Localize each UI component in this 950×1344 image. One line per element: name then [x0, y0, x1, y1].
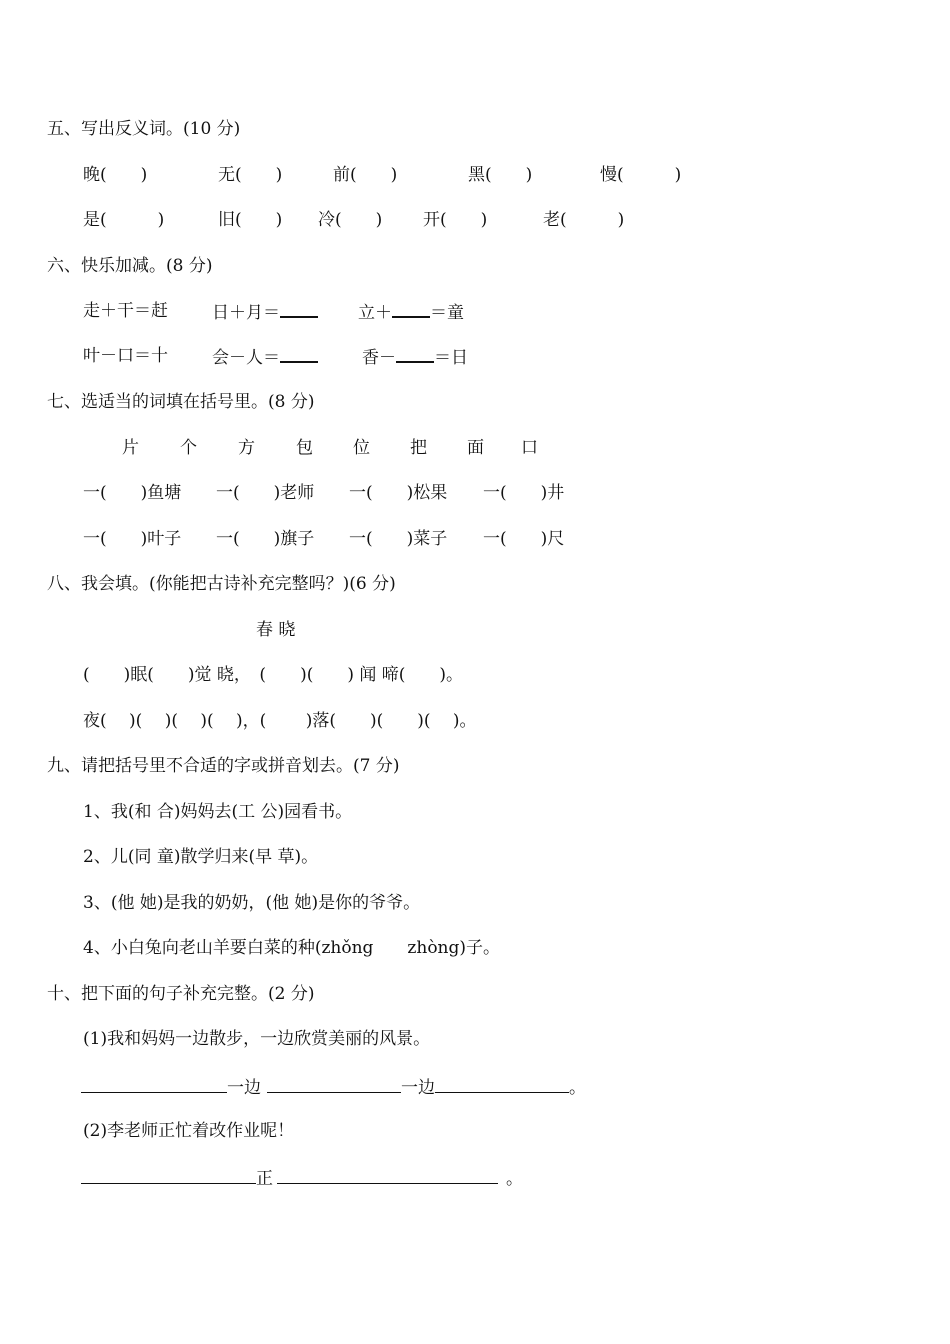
measure-item: 一( )鱼塘 [83, 483, 182, 503]
word-choice: 个 [180, 438, 197, 458]
section5-heading: 五、写出反义词。(10 分) [47, 119, 241, 139]
poem-line: 夜( )( )( )( )，( )落( )( )( )。 [83, 711, 477, 731]
antonym-item: 前( ) [333, 165, 398, 185]
section9-heading: 九、请把括号里不合适的字或拼音划去。(7 分) [47, 756, 400, 776]
measure-item: 一( )菜子 [349, 529, 448, 549]
word-choice: 把 [410, 438, 427, 458]
fill-sentence: 一边 一边 。 [81, 1074, 586, 1099]
question-item: 2、儿(同 童)散学归来(早 草)。 [83, 847, 319, 867]
antonym-item: 旧( ) [218, 210, 283, 230]
antonym-item: 开( ) [423, 210, 488, 230]
section7-heading: 七、选适当的词填在括号里。(8 分) [47, 392, 315, 412]
poem-title: 春 晓 [256, 620, 296, 640]
word-choice: 位 [353, 438, 370, 458]
example-sentence: (2)李老师正忙着改作业呢！ [83, 1121, 295, 1141]
antonym-item: 冷( ) [318, 210, 383, 230]
measure-item: 一( )尺 [483, 529, 565, 549]
measure-item: 一( )叶子 [83, 529, 182, 549]
word-choice: 片 [122, 438, 139, 458]
poem-line: ( )眠( )觉 晓， ( )( ) 闻 啼( )。 [83, 665, 464, 685]
math-item: 日＋月＝ [212, 300, 318, 324]
word-choice: 面 [467, 438, 484, 458]
fill-sentence: 正 。 [81, 1165, 523, 1190]
section6-heading: 六、快乐加减。(8 分) [47, 256, 213, 276]
antonym-item: 是( ) [83, 210, 165, 230]
antonym-item: 晚( ) [83, 165, 148, 185]
math-item: 叶－口＝十 [83, 346, 168, 366]
math-item: 立＋ ＝童 [358, 300, 464, 324]
measure-item: 一( )旗子 [216, 529, 315, 549]
antonym-item: 黑( ) [468, 165, 533, 185]
math-item: 香－ ＝日 [362, 345, 468, 369]
word-choice: 口 [521, 438, 538, 458]
section8-heading: 八、我会填。(你能把古诗补充完整吗？)(6 分) [47, 574, 396, 594]
measure-item: 一( )老师 [216, 483, 315, 503]
antonym-item: 慢( ) [600, 165, 682, 185]
measure-item: 一( )井 [483, 483, 565, 503]
math-item: 会－人＝ [212, 345, 318, 369]
antonym-item: 无( ) [218, 165, 283, 185]
example-sentence: (1)我和妈妈一边散步，一边欣赏美丽的风景。 [83, 1029, 431, 1049]
question-item: 3、(他 她)是我的奶奶，(他 她)是你的爷爷。 [83, 893, 421, 913]
word-choice: 包 [296, 438, 313, 458]
measure-item: 一( )松果 [349, 483, 448, 503]
section10-heading: 十、把下面的句子补充完整。(2 分) [47, 984, 315, 1004]
question-item: 1、我(和 合)妈妈去(工 公)园看书。 [83, 802, 353, 822]
antonym-item: 老( ) [543, 210, 625, 230]
word-choice: 方 [238, 438, 255, 458]
question-item: 4、小白兔向老山羊要白菜的种(zhǒng zhòng)子。 [83, 938, 501, 958]
math-item: 走＋干＝赶 [83, 301, 168, 321]
